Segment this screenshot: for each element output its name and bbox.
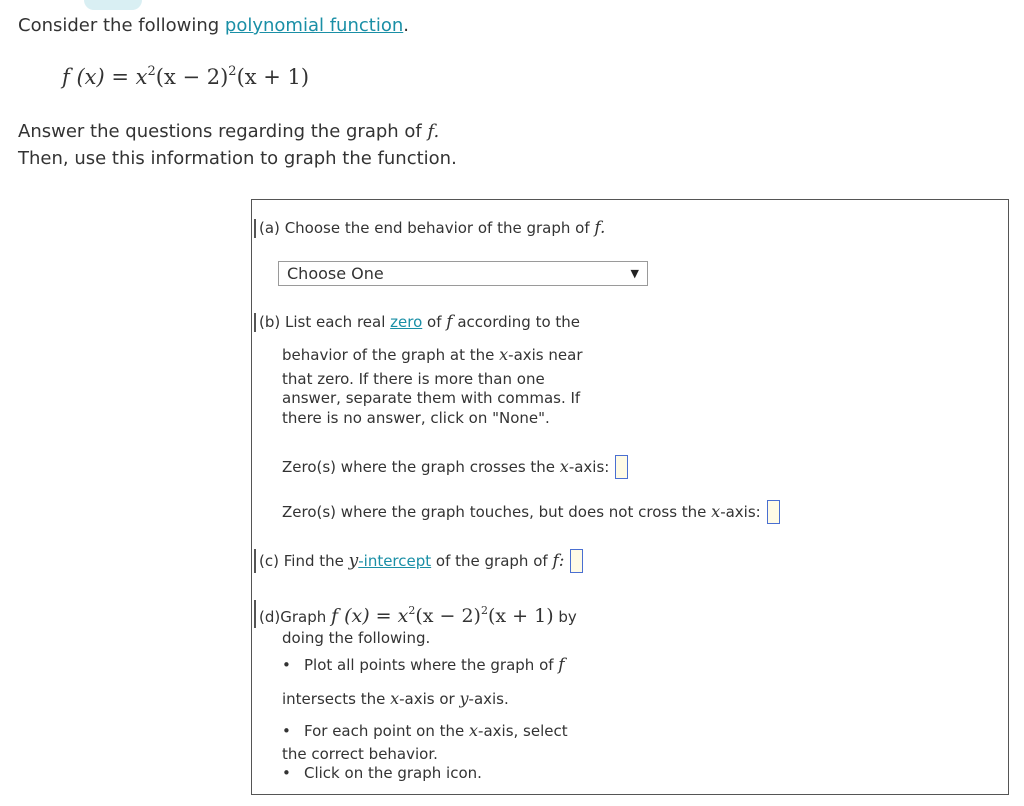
part-d-exp2: 2 [480,604,488,617]
part-b-line-2-suffix: -axis near [508,346,583,364]
crosses-label-prefix: Zero(s) where the graph crosses the [282,458,560,476]
part-d-bullet-3-text: Click on the graph icon. [304,764,482,782]
polynomial-function-link[interactable]: polynomial function [224,15,404,36]
formula-x: x [135,65,148,89]
part-d-line-4-y: y [459,689,469,708]
part-d-formula-end: (x + 1) [487,605,554,627]
part-b-label: (b) [259,313,281,331]
part-d-line-2: doing the following. [282,629,431,647]
part-d-bullet-2-x: x [469,721,479,740]
question-panel [251,199,1009,795]
top-tab-nub [84,0,142,10]
zero-link[interactable]: zero [390,313,423,331]
bullet-icon: • [282,656,291,674]
intro-prefix: Consider the following [18,15,225,36]
part-d-prompt [254,600,577,628]
bullet-icon: • [282,722,291,740]
lead-line-2: Then, use this information to graph the function. [18,148,457,169]
intercept-link[interactable]: -intercept [358,552,432,570]
formula-exp2: 2 [228,64,237,79]
part-d-line-4-prefix: intersects the [282,690,391,708]
part-d-line-4-mid: -axis or [399,690,460,708]
end-behavior-select-value: Choose One [287,264,384,283]
formula-exp1: 2 [147,64,156,79]
part-d-line-4-suffix: -axis. [468,690,509,708]
part-c-text-mid: of the graph of [431,552,553,570]
formula-lhs: f (x) = [62,65,136,89]
crosses-label-x: x [559,457,569,476]
lead-line-1-text: Answer the questions regarding the graph of [18,121,428,142]
part-a-label: (a) [259,219,280,237]
part-d-line-6: the correct behavior. [282,745,438,763]
part-a-f: f. [594,218,606,238]
part-d-formula-mid: (x − 2) [415,605,481,627]
part-d-bullet-1 [282,656,565,675]
touches-row [282,500,780,524]
part-b-text-prefix: List each real [285,313,391,331]
part-d-line-4 [282,689,509,709]
part-b-line-2 [282,345,582,365]
part-c-label: (c) [259,552,279,570]
part-b-prompt [254,313,580,332]
crosses-row [282,455,628,479]
touches-label-prefix: Zero(s) where the graph touches, but does not cross the [282,503,712,521]
part-d-bullet-1-text: Plot all points where the graph of [304,656,559,674]
end-behavior-select[interactable] [278,261,648,286]
part-c-y: y [348,551,359,571]
part-b-line-4: answer, separate them with commas. If [282,389,581,407]
lead-line-1-f: f. [427,121,440,142]
part-b-text-suffix: according to the [452,313,581,331]
part-d-exp1: 2 [408,604,416,617]
part-d-by: by [553,608,577,626]
y-intercept-answer-input[interactable] [570,549,583,573]
part-d-bullet-1-f: f [558,655,565,675]
bullet-icon: • [282,764,291,782]
part-c-prompt [254,549,583,573]
function-formula [62,64,309,89]
part-c-text-prefix: Find the [283,552,349,570]
dropdown-arrow-icon: ▼ [630,267,639,280]
crosses-answer-input[interactable] [615,455,628,479]
crosses-label-suffix: -axis: [568,458,610,476]
touches-label-suffix: -axis: [720,503,761,521]
part-a-text: Choose the end behavior of the graph of [284,219,595,237]
part-d-bullet-2 [282,721,568,741]
part-d-bullet-3 [282,764,482,783]
part-a-prompt [254,219,605,238]
part-d-formula-lhs: f (x) = x [331,605,409,627]
touches-answer-input[interactable] [767,500,780,524]
part-b-text-mid: of [422,313,447,331]
formula-mid: (x − 2) [155,65,229,89]
part-d-bullet-2-prefix: For each point on the [304,722,470,740]
intro-text [18,15,409,37]
part-d-bullet-2-suffix: -axis, select [478,722,568,740]
part-c-f: f: [552,551,565,571]
part-b-line-5: there is no answer, click on "None". [282,409,550,427]
part-b-f: f [446,312,453,332]
part-b-line-2-prefix: behavior of the graph at the [282,346,500,364]
part-b-line-3: that zero. If there is more than one [282,370,545,388]
part-d-graph-prefix: Graph [280,608,332,626]
lead-line-1 [18,121,439,143]
formula-end: (x + 1) [236,65,310,89]
intro-suffix: . [403,15,409,36]
touches-label-x: x [711,502,721,521]
part-d-label: (d) [259,608,281,626]
part-d-line-4-x: x [390,689,400,708]
part-b-line-2-x: x [499,345,509,364]
